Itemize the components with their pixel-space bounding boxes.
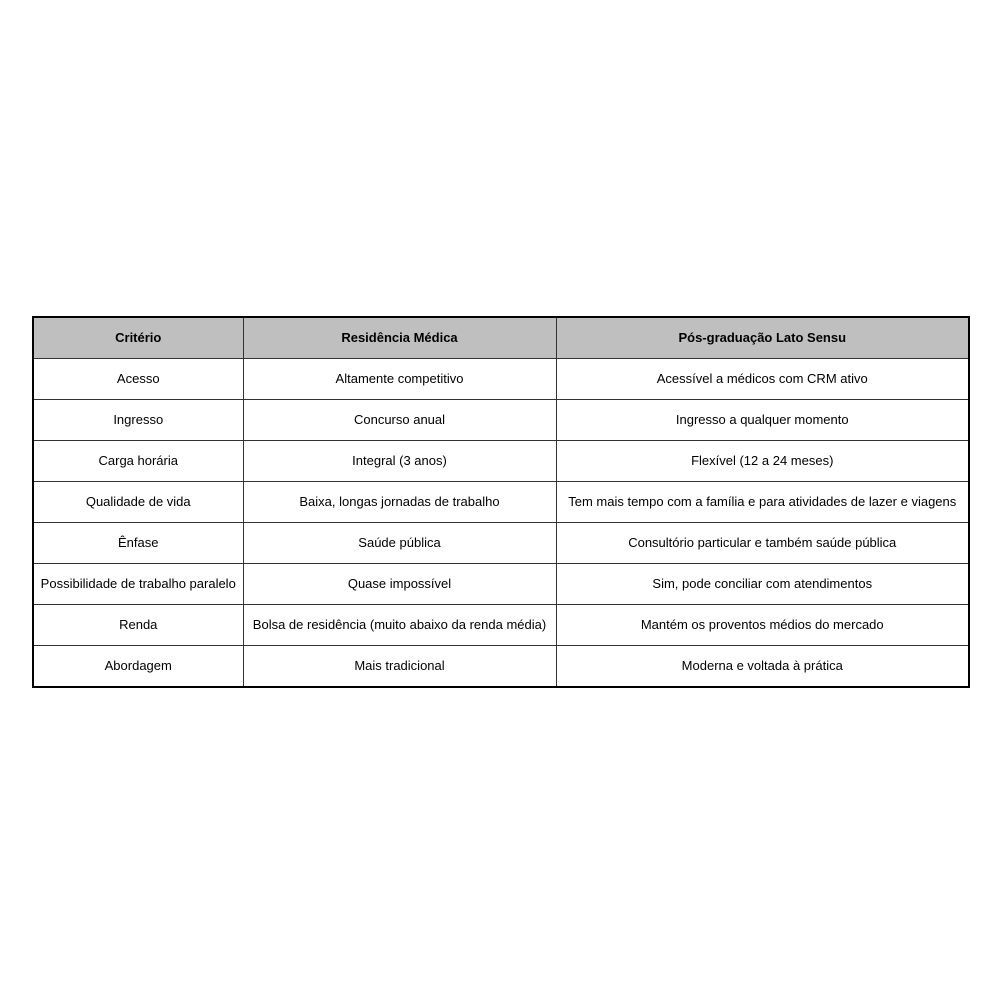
table-cell-pos-graduacao: Tem mais tempo com a família e para atividades de lazer e viagens [556, 482, 969, 523]
table-cell-pos-graduacao: Acessível a médicos com CRM ativo [556, 359, 969, 400]
table-cell-pos-graduacao: Consultório particular e também saúde pública [556, 523, 969, 564]
table-cell-residencia: Concurso anual [243, 400, 556, 441]
table-cell-residencia: Baixa, longas jornadas de trabalho [243, 482, 556, 523]
table-cell-pos-graduacao: Sim, pode conciliar com atendimentos [556, 564, 969, 605]
table-row [33, 646, 969, 688]
table-cell-criterio: Ingresso [33, 400, 243, 441]
comparison-table [32, 316, 970, 688]
table-cell-pos-graduacao: Ingresso a qualquer momento [556, 400, 969, 441]
table-row [33, 441, 969, 482]
table-cell-residencia: Quase impossível [243, 564, 556, 605]
column-header-pos-graduacao: Pós-graduação Lato Sensu [556, 317, 969, 359]
table-row [33, 482, 969, 523]
column-header-criterio: Critério [33, 317, 243, 359]
table-row [33, 605, 969, 646]
table-row [33, 564, 969, 605]
table-cell-criterio: Qualidade de vida [33, 482, 243, 523]
table-cell-pos-graduacao: Moderna e voltada à prática [556, 646, 969, 688]
table-cell-criterio: Renda [33, 605, 243, 646]
table-cell-residencia: Integral (3 anos) [243, 441, 556, 482]
table-cell-residencia: Altamente competitivo [243, 359, 556, 400]
table-header-row [33, 317, 969, 359]
table-cell-residencia: Saúde pública [243, 523, 556, 564]
table-cell-criterio: Abordagem [33, 646, 243, 688]
column-header-residencia: Residência Médica [243, 317, 556, 359]
table-row [33, 400, 969, 441]
table-cell-residencia: Mais tradicional [243, 646, 556, 688]
table-row [33, 359, 969, 400]
comparison-table-container [32, 316, 968, 688]
table-cell-criterio: Carga horária [33, 441, 243, 482]
table-cell-pos-graduacao: Flexível (12 a 24 meses) [556, 441, 969, 482]
table-cell-pos-graduacao: Mantém os proventos médios do mercado [556, 605, 969, 646]
table-cell-residencia: Bolsa de residência (muito abaixo da renda média) [243, 605, 556, 646]
table-row [33, 523, 969, 564]
table-cell-criterio: Ênfase [33, 523, 243, 564]
table-cell-criterio: Possibilidade de trabalho paralelo [33, 564, 243, 605]
table-cell-criterio: Acesso [33, 359, 243, 400]
